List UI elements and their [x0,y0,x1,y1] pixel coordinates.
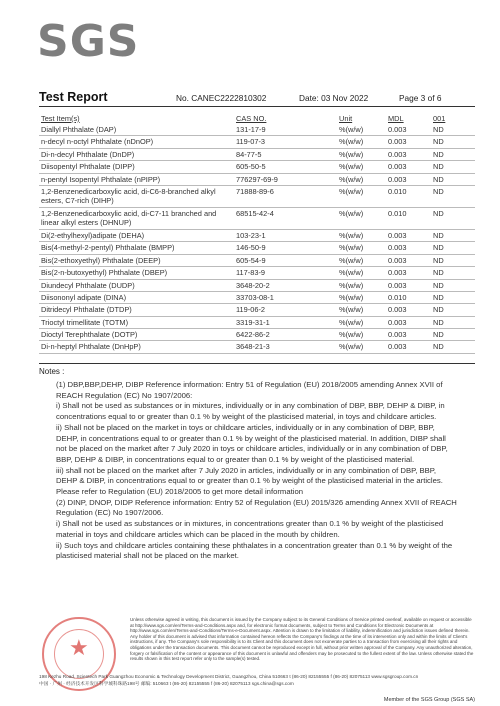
cas-cell: 117-83-9 [236,268,266,278]
notes-heading: Notes : [39,367,65,376]
cas-cell: 68515-42-4 [236,208,274,218]
result-cell: ND [433,186,444,196]
unit-cell: %(w/w) [339,174,364,184]
test-item-cell: Diisopentyl Phthalate (DIPP) [41,162,135,172]
note-paragraph: ii) Shall not be placed on the market in toys or childcare articles, individually or in any combination of DBP, BBP, DEHP, in concentrations equal to or greater than 0.1 % by weight of the plasticised material. In addition, DIBP shall not be placed on the market after 7 July 2020 in toys or childcare articles, individually or in any combination of DBP, BBP, DEHP & DIBP, in concentrations equal to or greater than 0.1 % by weight of the plasticised material. [56,422,448,464]
result-cell: ND [433,174,444,184]
unit-cell: %(w/w) [339,230,364,240]
test-item-cell: n-pentyl Isopentyl Phthalate (nPIPP) [41,174,161,184]
seal-star-icon: ★ [69,635,89,660]
address-chinese: 中国 · 广州 · 经济技术开发区科学城科珠路198号 邮编: 510663 t (86-20) 82155555 f (86-20) 82075113 sgs.china@sgs.com [39,681,294,686]
test-item-cell: Dioctyl Terephthalate (DOTP) [41,330,138,340]
test-item-cell: Diundecyl Phthalate (DUDP) [41,280,135,290]
legal-disclaimer: Unless otherwise agreed in writing, this document is issued by the Company subject to its General Conditions of Service printed overleaf, available on request or accessible at http://www.sgs.com/en/Terms-and-Conditions.aspx and, for electronic format documents, subject to Terms and Conditions for Electronic Documents at http://www.sgs.com/en/Terms-and-Conditions/Terms-e-Document.aspx. Attention is drawn to the limitation of liability, indemnification and jurisdiction issues defined therein. Any holder of this document is advised that information contained hereon reflects the Company's findings at the time of its intervention only and within the limits of Client's instructions, if any. The Company's sole responsibility is to its Client and this document does not exonerate parties to a transaction from exercising all their rights and obligations under the transaction documents. This document cannot be reproduced except in full, without prior written approval of the Company. Any unauthorized alteration, forgery or falsification of the content or appearance of this document is unlawful and offenders may be prosecuted to the fullest extent of the law. Unless otherwise stated the results shown in this test report refer only to the sample(s) tested. [130,617,474,662]
table-bottom-line [39,363,475,364]
table-row [39,267,475,279]
mdl-cell: 0.003 [388,255,407,265]
note-paragraph: (1) DBP,BBP,DEHP, DIBP Reference information: Entry 51 of Regulation (EU) 2018/2005 amending Annex XVII of REACH Regulation (EC) No 1907/2006: [56,380,443,400]
mdl-cell: 0.003 [388,137,407,147]
unit-cell: %(w/w) [339,208,364,218]
result-cell: ND [433,342,444,352]
unit-cell: %(w/w) [339,292,364,302]
result-cell: ND [433,162,444,172]
result-cell: ND [433,125,444,134]
test-item-cell: Di-n-heptyl Phthalate (DnHpP) [41,342,141,352]
table-row [39,230,475,242]
sgs-group-member-note: Member of the SGS Group (SGS SA) [383,697,475,703]
test-item-cell: Trioctyl trimellitate (TOTM) [41,317,129,327]
company-seal-stamp [42,617,116,691]
col-header-cas: CAS NO. [236,114,267,123]
result-cell: ND [433,280,444,290]
table-row [39,149,475,161]
table-row [39,124,475,136]
test-item-cell: Bis(2-n-butoxyethyl) Phthalate (DBEP) [41,268,168,278]
mdl-cell: 0.003 [388,280,407,290]
cas-cell: 146-50-9 [236,243,266,253]
sgs-logo: SGS [37,16,140,67]
test-item-cell: Ditridecyl Phthalate (DTDP) [41,305,132,315]
mdl-cell: 0.003 [388,149,407,159]
col-header-result: 001 [433,114,446,123]
result-cell: ND [433,317,444,327]
unit-cell: %(w/w) [339,162,364,172]
test-item-cell: 1,2-Benzenedicarboxylic acid, di-C7-11 branched and linear alkyl esters (DHNUP) [41,208,217,228]
note-paragraph: i) Shall not be used as substances or in mixtures, in concentrations greater than 0.1 % by weight of the plasticised material in toys and childcare articles which can be placed in the mouth by children. [56,519,444,539]
mdl-cell: 0.010 [388,186,407,196]
mdl-cell: 0.003 [388,162,407,172]
table-row [39,304,475,316]
table-row [39,329,475,341]
unit-cell: %(w/w) [339,342,364,352]
unit-cell: %(w/w) [339,330,364,340]
table-row [39,174,475,186]
note-paragraph: (2) DINP, DNOP, DIDP Reference information: Entry 52 of Regulation (EU) 2015/326 amending Annex XVII of REACH Regulation (EC) No 1907/2006. [56,497,457,518]
result-cell: ND [433,137,444,147]
cas-cell: 33703-08-1 [236,292,274,302]
table-body [39,124,475,354]
result-cell: ND [433,268,444,278]
cas-cell: 3648-21-3 [236,342,270,352]
test-item-cell: Di-n-decyl Phthalate (DnDP) [41,149,135,159]
table-row [39,280,475,292]
cas-cell: 119-07-3 [236,137,266,147]
table-row [39,161,475,173]
col-header-test-item: Test Item(s) [41,114,80,123]
address-english: 198 Kezhu Road, Scientech Park Guangzhou Economic & Technology Development District, Guangzhou, China 510663 t (86-20) 82155555 f (86-20) 82075113 www.sgsgroup.com.cn [39,674,419,679]
table-row [39,242,475,254]
table-row [39,136,475,148]
unit-cell: %(w/w) [339,149,364,159]
result-cell: ND [433,230,444,240]
cas-cell: 119-06-2 [236,305,266,315]
col-header-unit: Unit [339,114,353,123]
unit-cell: %(w/w) [339,125,364,134]
unit-cell: %(w/w) [339,268,364,278]
note-paragraph: i) Shall not be used as substances or in mixtures, individually or in any combination of DBP, BBP, DEHP & DIBP, in concentrations equal to or greater than 0.1 % by weight of the plasticised material, in toys and childcare articles. [56,401,445,422]
table-header-row [39,113,475,124]
table-row [39,341,475,353]
col-header-mdl: MDL [388,114,404,123]
cas-cell: 605-54-9 [236,255,266,265]
unit-cell: %(w/w) [339,243,364,253]
cas-cell: 605-50-5 [236,162,266,172]
test-item-cell: Diallyl Phthalate (DAP) [41,125,117,134]
table-row [39,255,475,267]
mdl-cell: 0.003 [388,305,407,315]
mdl-cell: 0.003 [388,243,407,253]
cas-cell: 103-23-1 [236,230,266,240]
unit-cell: %(w/w) [339,305,364,315]
mdl-cell: 0.003 [388,342,407,352]
result-cell: ND [433,208,444,218]
table-row [39,317,475,329]
table-row [39,186,475,208]
cas-cell: 3319-31-1 [236,317,270,327]
mdl-cell: 0.003 [388,174,407,184]
header-divider [39,106,475,107]
footer [39,617,475,687]
mdl-cell: 0.003 [388,330,407,340]
cas-cell: 3648-20-2 [236,280,270,290]
mdl-cell: 0.003 [388,230,407,240]
cas-cell: 131-17-9 [236,125,266,134]
note-paragraph: iii) shall not be placed on the market after 7 July 2020 in articles, individually or in any combination of DBP, BBP, DEHP & DIBP, in concentrations equal to or greater than 0.1 % by weight of the plasticised material in the articles. [56,465,443,486]
notes-body [56,380,458,562]
report-title: Test Report [39,90,108,104]
table-row [39,208,475,230]
cas-cell: 84-77-5 [236,149,262,159]
mdl-cell: 0.003 [388,317,407,327]
cas-cell: 6422-86-2 [236,330,270,340]
result-cell: ND [433,243,444,253]
cas-cell: 71888-89-6 [236,186,274,196]
test-item-cell: Diisononyl adipate (DINA) [41,292,127,302]
unit-cell: %(w/w) [339,255,364,265]
report-header [39,90,469,104]
result-cell: ND [433,292,444,302]
test-item-cell: n-decyl n-octyl Phthalate (nDnOP) [41,137,154,147]
mdl-cell: 0.010 [388,292,407,302]
mdl-cell: 0.003 [388,268,407,278]
result-cell: ND [433,255,444,265]
mdl-cell: 0.010 [388,208,407,218]
test-item-cell: Bis(4-methyl-2-pentyl) Phthalate (BMPP) [41,243,175,253]
result-cell: ND [433,149,444,159]
test-item-cell: Bis(2-ethoxyethyl) Phthalate (DEEP) [41,255,161,265]
table-row [39,292,475,304]
results-table [39,113,475,354]
result-cell: ND [433,305,444,315]
unit-cell: %(w/w) [339,280,364,290]
unit-cell: %(w/w) [339,317,364,327]
unit-cell: %(w/w) [339,137,364,147]
test-item-cell: 1,2-Benzenedicarboxylic acid, di-C6-8-branched alkyl esters, C7-rich (DIHP) [41,186,216,206]
mdl-cell: 0.003 [388,125,407,134]
report-date: Date: 03 Nov 2022 [299,93,369,103]
test-item-cell: Di(2-ethylhexyl)adipate (DEHA) [41,230,145,240]
note-paragraph: Please refer to Regulation (EU) 2018/2005 to get more detail information [56,487,303,497]
cas-cell: 776297-69-9 [236,174,278,184]
page-number: Page 3 of 6 [399,93,442,103]
result-cell: ND [433,330,444,340]
note-paragraph: ii) Such toys and childcare articles containing these phthalates in a concentration greater than 0.1 % by weight of the plasticised material shall not be placed on the market. [56,540,453,561]
report-number: No. CANEC2222810302 [176,93,267,103]
unit-cell: %(w/w) [339,186,364,196]
